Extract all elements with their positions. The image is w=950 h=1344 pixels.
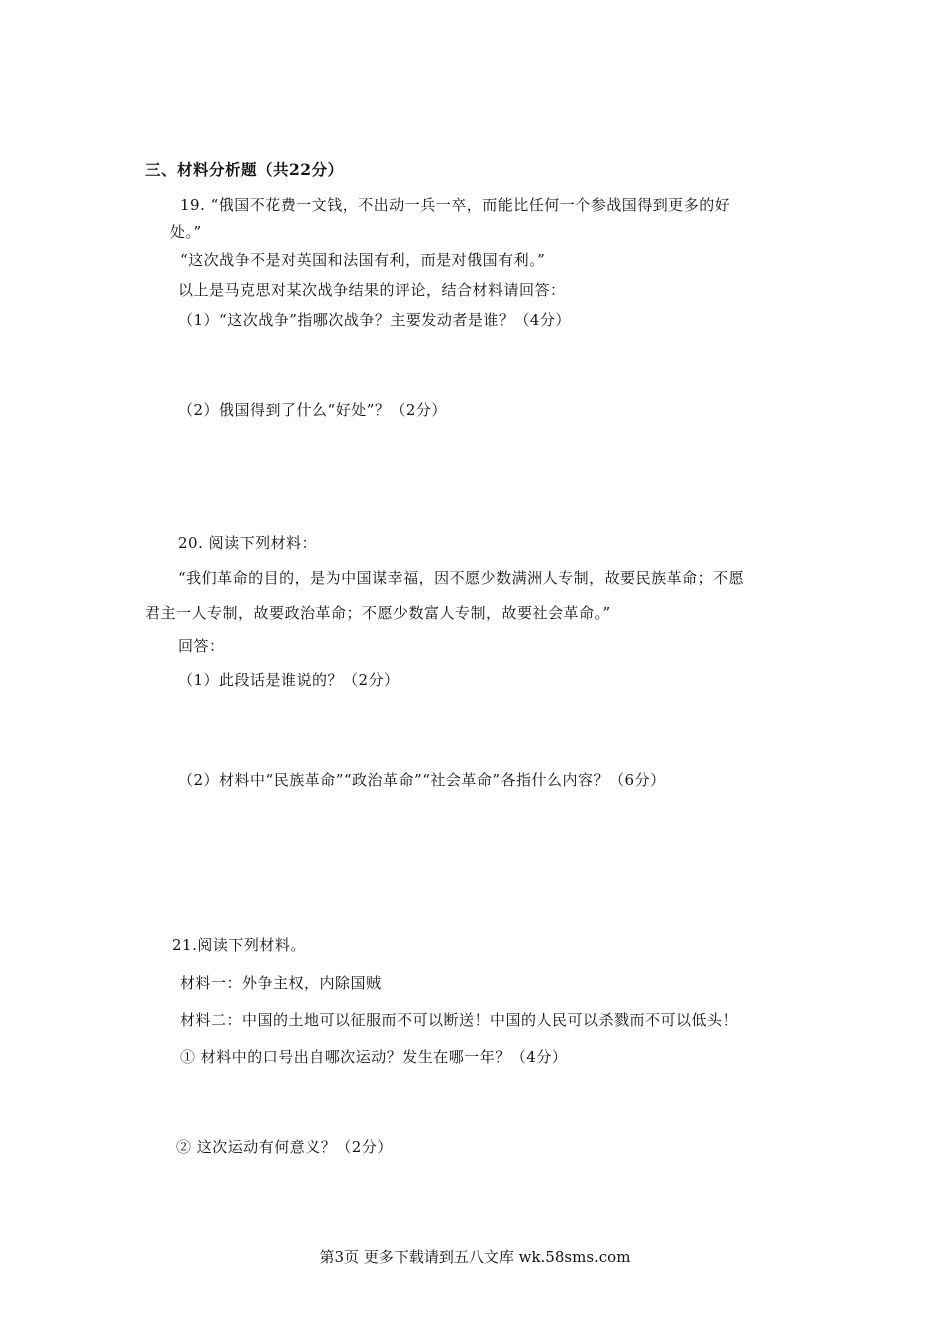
q21-material-2: 材料二：中国的土地可以征服而不可以断送！中国的人民可以杀戮而不可以低头！ bbox=[180, 1011, 739, 1029]
q19-intro: 以上是马克思对某次战争结果的评论，结合材料请回答： bbox=[178, 281, 566, 299]
q20-quote-line1: “我们革命的目的，是为中国谋幸福，因不愿少数满洲人专制，故要民族革命；不愿 bbox=[178, 569, 745, 587]
q21-heading: 21.阅读下列材料。 bbox=[172, 936, 306, 954]
q19-quote-line2: 处。” bbox=[170, 223, 202, 241]
q19-subquestion-2: （2）俄国得到了什么“好处”？（2分） bbox=[178, 401, 447, 419]
q19-quote-line1: 19. “俄国不花费一文钱，不出动一兵一卒，而能比任何一个参战国得到更多的好 bbox=[180, 196, 731, 214]
section-title: 三、材料分析题（共22分） bbox=[145, 160, 344, 179]
q21-subquestion-2: ② 这次运动有何意义？（2分） bbox=[176, 1138, 393, 1156]
q20-subquestion-2: （2）材料中“民族革命”“政治革命”“社会革命”各指什么内容？（6分） bbox=[178, 771, 666, 789]
q19-quote2: “这次战争不是对英国和法国有利，而是对俄国有利。” bbox=[180, 251, 546, 269]
q21-subquestion-1: ① 材料中的口号出自哪次运动？发生在哪一年？（4分） bbox=[180, 1048, 568, 1066]
q20-heading: 20. 阅读下列材料： bbox=[178, 534, 318, 552]
q19-subquestion-1: （1）“这次战争”指哪次战争？主要发动者是谁？（4分） bbox=[178, 311, 571, 329]
q21-material-1: 材料一：外争主权，内除国贼 bbox=[180, 974, 382, 992]
q20-quote-line2: 君主一人专制，故要政治革命；不愿少数富人专制，故要社会革命。” bbox=[145, 604, 611, 622]
page-footer: 第3页 更多下载请到五八文库 wk.58sms.com bbox=[319, 1248, 631, 1266]
q20-answer-label: 回答： bbox=[178, 637, 225, 655]
q20-subquestion-1: （1）此段话是谁说的？（2分） bbox=[178, 671, 400, 689]
